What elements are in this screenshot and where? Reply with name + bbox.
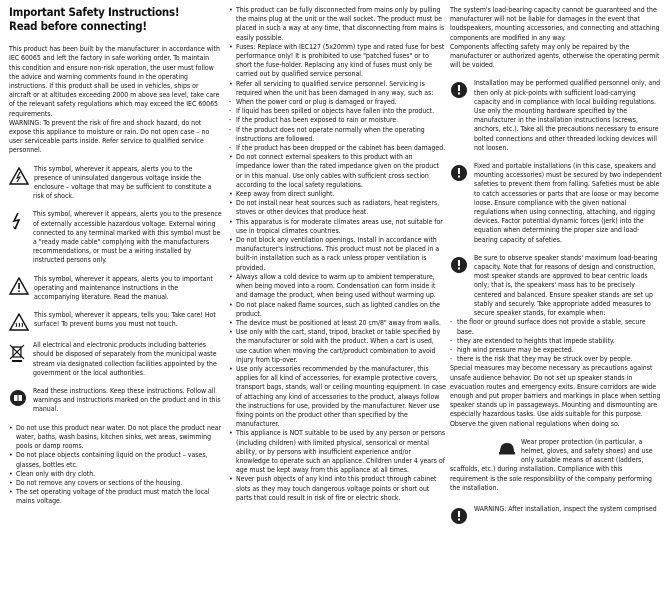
column-3	[450, 6, 662, 526]
disposal-symbol-text: All electrical and electronic products including batteries should be disposed of separately from the municipal waste stream via designated collection facilities appointed by the government or the local authorities.	[33, 341, 217, 377]
installation-symbol-block	[450, 79, 662, 153]
read-manual-symbol-text: Read these instructions. Keep these instructions. Follow all warnings and instructions marked on the product and in this manual.	[33, 387, 221, 414]
list-item: • Clean only with dry cloth.	[9, 470, 222, 479]
list-item: • The device must be positioned at least 20 cm/8" away from walls.	[229, 319, 446, 328]
hot-surface-symbol-text: This symbol, wherever it appears, tells you: Take care! Hot surface! To prevent burns you must not touch.	[34, 311, 216, 329]
final-warning-block	[450, 505, 662, 526]
list-item: • Do not place objects containing liquid on the product – vases, glasses, bottles etc.	[9, 451, 222, 469]
column-1-bullet-list	[9, 424, 222, 507]
list-item: • This appliance is NOT suitable to be used by any person or persons (including children) with limited physical, sensorical or mental ability, or by persons with insufficient experience and/or knowledge to operate such an appliance. Children under 4 years of age must be kept away from this appliance at all times.	[229, 429, 446, 475]
list-item: • Do not use this product near water. Do not place the product near water, baths, wash basins, kitchen sinks, wet areas, swimming pools or damp rooms.	[9, 424, 222, 452]
list-item: • Use only accessories recommended by the manufacturer, this applies for all kind of accessories, for example protective covers, transport bags, stands, wall or ceiling mounting equipment. In case of attaching any kind of accessories to the product, always follow the instructions for use, provided by the manufacturer. Never use fixing points on the product other than specified by the manufacturer.	[229, 365, 446, 429]
list-item: • Do not block any ventilation openings. Install in accordance with manufacturer's instructions. This product must not be placed in a built-in installation such as a rack unless proper ventilation is provided.	[229, 236, 446, 273]
list-item: • Do not connect external speakers to this product with an impedance lower than the rated impedance given on the product or in this manual. Use only cables with sufficient cross section according to the local safety regulations.	[229, 153, 446, 190]
speaker-stands-symbol-block	[450, 254, 662, 318]
column-2-bullet-list-b	[229, 153, 446, 503]
list-item: - high wind pressure may be expected.	[450, 346, 662, 355]
fixed-installation-symbol-text: Fixed and portable installations (in this case, speakers and mounting accessories) must be secured by two independent safeties to prevent them from falling. Safeties must be able to catch accessories or parts that are loose or may become loose. Ensure compliance with the given national regulations when using connecting, attaching, and rigging devices. Factor potential dynamic forces (jerk) into the equation when determining the proper size and load-bearing capacity of safeties.	[474, 162, 662, 244]
special-measures-paragraph: Special measures may become necessary as precautions against unsafe audience behavior. Do not set up speaker stands in evacuation routes and emergency exits. Ensure corridors are wide enough and put proper barriers and markings in place when setting speaker stands up in passageways. Mounting and dismounting are especially hazardous tasks. Use aids suitable for this purpose. Observe the given national regulations when doing so.	[450, 364, 661, 428]
list-item: • Do not install near heat sources such as radiators, heat registers, stoves or other devices that produce heat.	[229, 199, 446, 217]
list-item: • This product can be fully disconnected from mains only by pulling the mains plug at the unit or the wall socket. The product must be placed in such a way at any time, that disconnecting from mains is easily possible.	[229, 6, 446, 43]
fixed-installation-symbol-block	[450, 162, 662, 245]
lightning-symbol-text: This symbol, wherever it appears, alerts you to the presence of uninsulated dangerous voltage inside the enclosure – voltage that may be sufficient to constitute a risk of shock.	[33, 164, 212, 201]
title-line-2: Read before connecting!	[9, 18, 147, 33]
warning-paragraph: WARNING: To prevent the risk of fire and shock hazard, do not expose this appliance to moisture or rain. Do not open case – no user serviceable parts inside. Refer service to qualified service personnel.	[9, 118, 210, 155]
exclaim-symbol-text: This symbol, wherever it appears, alerts you to important operating and maintenance instructions in the accompanying literature. Read the manual.	[34, 274, 213, 302]
list-item: • Do not remove any covers or sections of the housing.	[9, 479, 222, 488]
intro-paragraph: This product has been built by the manufacturer in accordance with IEC 60065 and left the factory in safe working order. To maintain this condition and ensure non-risk operation, the user must follow the advice and warning comments found in the operating instructions. If this product shall be used in vehicles, ships or aircraft or at altitudes exceeding 2000 m above sea level, take care of the relevant safety regulations which may exceed the IEC 60065 requirements.	[9, 45, 220, 118]
protection-symbol-text: Wear proper protection (in particular, a helmet, gloves, and safety shoes) and use only suitable means of ascent (ladders, scaffolds, etc.) during installation. Compliance with this requirement is the sole responsibility of the company performing the installation.	[450, 437, 653, 492]
list-item: • Refer all servicing to qualified service personnel. Servicing is required when the unit has been damaged in any way, such as:	[229, 80, 446, 98]
list-item: - If the product has been dropped or the cabinet has been damaged.	[229, 144, 446, 153]
column-2-bullet-list-a	[229, 6, 446, 98]
list-item: • Keep away from direct sunlight.	[229, 190, 446, 199]
terminal-voltage-icon	[9, 212, 27, 230]
installation-symbol-text: Installation may be performed qualified personnel only, and then only at pick-points with sufficient load-carrying capacity and in compliance with local building regulations. Use only the mounting hardware specified by the manufacturer in the installation instructions (screws, anchors, etc.). Take all the precautions necessary to ensure bolted connections and other threaded locking devices will not loosen.	[474, 79, 661, 152]
list-item: - When the power cord or plug is damaged or frayed.	[229, 98, 446, 107]
list-item: - the floor or ground surface does not provide a stable, secure base.	[450, 318, 662, 336]
list-item: - If liquid has been spilled or objects have fallen into the product.	[229, 107, 446, 116]
title-line-1: Important Safety Instructions!	[9, 5, 180, 19]
info-circle-icon	[450, 507, 468, 525]
list-item: • The set operating voltage of the product must match the local mains voltage.	[9, 488, 222, 506]
lightning-symbol-block	[9, 165, 222, 202]
speaker-stands-symbol-text: Be sure to observe speaker stands' maximum load-bearing capacity. Note that for reasons of design and construction, most speaker stands are approved to bear centric loads only; that is, the speakers' mass has to be precisely centered and balanced. Ensure speaker stands are set up stably and securely. Take appropriate added measures to secure speaker stands, for example when:	[474, 253, 658, 318]
list-item: • Do not place naked flame sources, such as lighted candles on the product.	[229, 301, 446, 319]
stand-conditions-list	[450, 318, 662, 364]
read-manual-symbol-block	[9, 387, 222, 415]
protection-symbol-block	[450, 438, 662, 493]
terminal-symbol-block	[9, 210, 222, 265]
repair-paragraph: Components affecting safety may only be repaired by the manufacturer or authorized agents, otherwise the operating permit will be voided.	[450, 42, 660, 70]
crossed-bin-icon	[9, 343, 25, 363]
load-capacity-paragraph: The system's load-bearing capacity cannot be guaranteed and the manufacturer will not be liable for damages in the event that loudspeakers, mounting accessories, and connecting and attaching components are modified in any way.	[450, 6, 660, 42]
list-item: • Never push objects of any kind into this product through cabinet slots as they may touch dangerous voltage points or short out parts that could result in risk of fire or electric shock.	[229, 475, 446, 503]
list-item: - there is the risk that they may be struck over by people.	[450, 355, 662, 364]
list-item: - they are extended to heights that impede stability.	[450, 337, 662, 346]
disposal-symbol-block	[9, 341, 222, 378]
list-item: - If the product does not operate normally when the operating instructions are followed.	[229, 126, 446, 144]
terminal-symbol-text: This symbol, wherever it appears, alerts you to the presence of externally accessible hazardous voltage. External wiring connected to any terminal marked with this symbol must be a "ready made cable" complying with the manufacturers recommendations, or must be a wiring installed by instructed persons only.	[33, 210, 222, 265]
list-item: • Fuses: Replace with IEC127 (5x20mm) type and rated fuse for best performance only! It is prohibited to use "patched fuses" or to short the fuse-holder. Replacing any kind of fuses must only be carried out by qualified service personal.	[229, 43, 446, 80]
info-circle-icon	[450, 164, 468, 182]
service-conditions-list	[229, 98, 446, 153]
page-title	[9, 6, 222, 33]
column-1	[9, 6, 222, 507]
final-warning-text: WARNING: After installation, inspect the system comprised	[474, 504, 657, 513]
lightning-warning-icon	[9, 167, 29, 185]
info-circle-icon	[450, 81, 468, 99]
list-item: • Use only with the cart, stand, tripod, bracket or table specified by the manufacturer or sold with the product. When a cart is used, use caution when moving the cart/product combination to avoid injury from tip-over.	[229, 328, 446, 365]
column-2	[229, 6, 446, 503]
list-item: - If the product has been exposed to rain or moisture.	[229, 116, 446, 125]
list-item: • This apparatus is for moderate climates areas use, not suitable for use in tropical climates countries.	[229, 218, 446, 236]
list-item: • Always allow a cold device to warm up to ambient temperature, when being moved into a room. Condensation can form inside it and damage the product, when being used without warming up.	[229, 273, 446, 301]
book-icon	[9, 389, 27, 407]
hot-surface-icon	[9, 313, 29, 331]
exclamation-warning-icon	[9, 277, 29, 295]
exclaim-symbol-block	[9, 275, 222, 303]
helmet-icon	[498, 440, 516, 456]
hot-surface-symbol-block	[9, 311, 222, 332]
info-circle-icon	[450, 256, 468, 274]
